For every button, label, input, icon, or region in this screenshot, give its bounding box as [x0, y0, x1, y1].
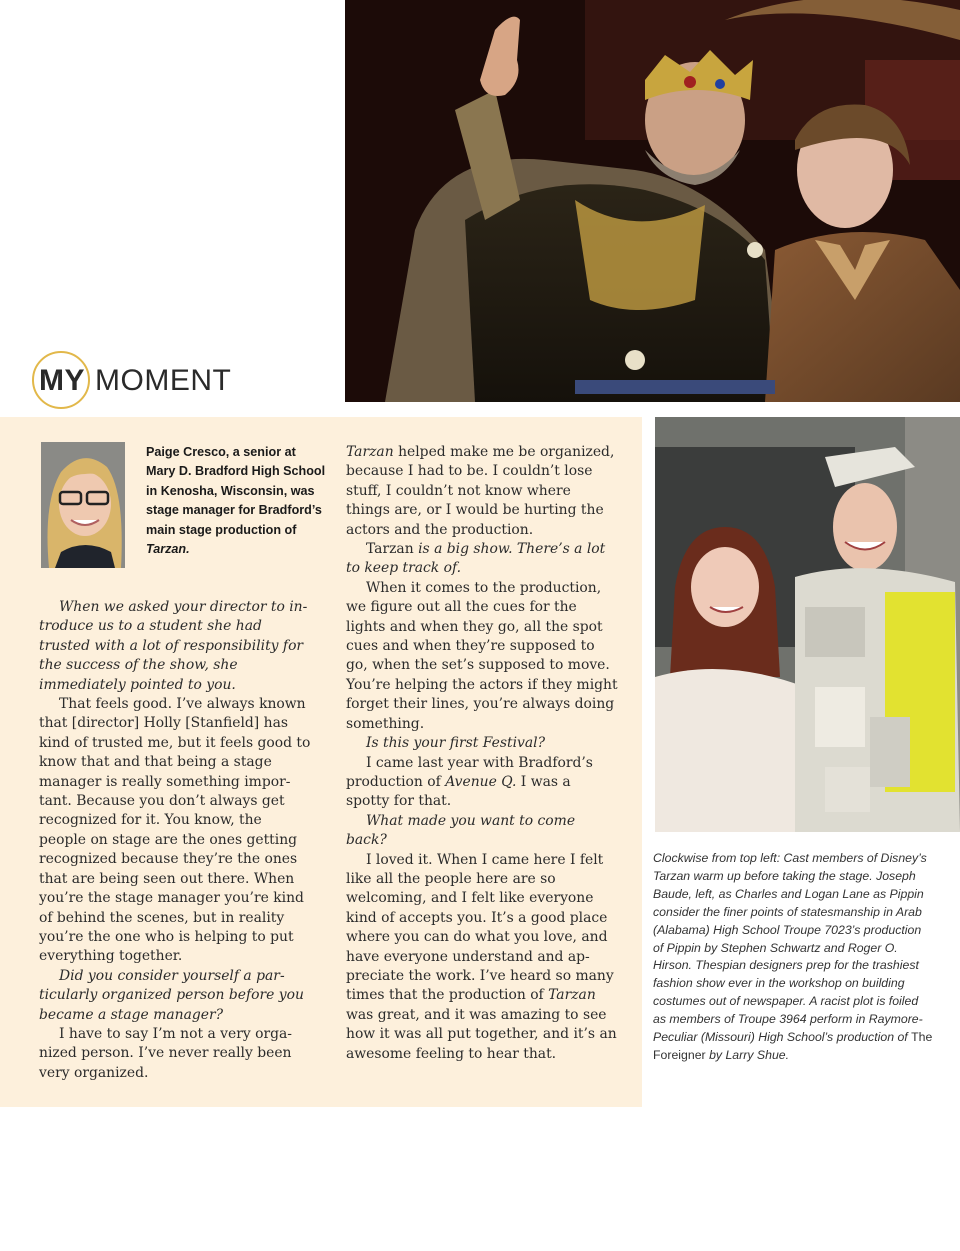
answer-4: [346, 754, 618, 812]
answer-5-show-title: Tarzan: [548, 987, 596, 1004]
answer-1: That feels good. I’ve always known that [director] Holly [Stanfield] has kind of trusted me, but it feels good to know that and that being a stage manager is really something important. Because you don’t always get recognized for it. You know, the people on stage are the ones getting recognized because they’re the ones that are being seen out there. When you’re the stage manager you’re kind of behind the scenes, but in reality you’re the one who is helping to put everything together.: [39, 696, 311, 965]
section-header: [32, 350, 332, 412]
portrait-photo: [41, 442, 125, 568]
caption-end: by Larry Shue.: [709, 1047, 790, 1062]
answer-5: [346, 851, 618, 1064]
student-bio: [146, 443, 326, 559]
answer-2-start: I have to say I’m not a very organized person. I’ve never really been very organized.: [39, 1025, 292, 1081]
answer-3: When it comes to the production, we figure out all the cues for the lights and when they go, all the spot cues and when they’re supposed to go, when the set’s supposed to move. You’re helping the actors if they might forget their lines, you’re always doing something.: [346, 579, 618, 732]
photo-caption: [653, 850, 933, 1065]
caption-text: Clockwise from top left: Cast members of Disney’s Tarzan warm up before taking the stage. Joseph Baude, left, as Charles and Logan Lane as Pippin consider the finer points of statesmanship in Arab (Alabama) High School Troupe 7023’s production of Pippin by Stephen Schwartz and Roger O. Hirson. Thespian designers prep for the trashiest fashion show ever in the workshop on building costumes out of newspaper. A racist plot is foiled as members of Troupe 3964 perform in Raymore-Peculiar (Missouri) High School’s production of: [653, 851, 927, 1045]
answer-4-rest: I was a spotty for that.: [346, 773, 571, 810]
answer-2-continued: [346, 443, 618, 540]
question-3: [346, 540, 618, 579]
costume-photo: [655, 417, 960, 832]
answer-4-start: I came last year with Bradford’s production of: [346, 754, 593, 790]
question-2: Did you consider yourself a particularly organized person before you became a stage manager?: [39, 967, 304, 1023]
portrait-illustration: [41, 442, 125, 568]
interview-column-left: [39, 598, 311, 1083]
question-3-show-title: Tarzan: [366, 541, 414, 558]
question-5: What made you want to come back?: [346, 812, 576, 849]
question-1: When we asked your director to introduce us to a student she had trusted with a lot of responsibility for the success of the show, she immediately pointed to you.: [39, 599, 308, 693]
costume-photo-illustration: [655, 417, 960, 832]
bio-show-title: Tarzan.: [146, 542, 190, 557]
caption-show-title: The Foreigner: [653, 1030, 933, 1062]
header-title-bold: MY: [39, 364, 85, 397]
question-4: Is this your first Festival?: [366, 735, 546, 752]
interview-column-right: [346, 443, 618, 1064]
stage-photo: [345, 0, 960, 402]
answer-4-show-title: Avenue Q.: [445, 773, 517, 790]
answer-2-rest: helped make me be organized, because I had to be. I couldn’t lose stuff, I couldn’t not know where things are, or I would be hurting the actors and the production.: [346, 444, 615, 538]
answer-2-show-title: Tarzan: [346, 444, 394, 460]
header-title-rest: MOMENT: [95, 364, 232, 397]
bio-text: Paige Cresco, a senior at Mary D. Bradford High School in Kenosha, Wisconsin, was stage manager for Bradford’s main stage production of: [146, 445, 326, 537]
stage-photo-illustration: [345, 0, 960, 402]
answer-5-rest: was great, and it was amazing to see how it was all put together, and it’s an awesome feeling to hear that.: [346, 1006, 617, 1062]
answer-5-start: I loved it. When I came here I felt like all the people here are so welcoming, and I felt like everyone kind of accepts you. It’s a good place where you can do what you love, and have everyone understand and appreciate the work. I’ve heard so many times that the production of: [346, 851, 614, 1004]
question-3-rest: is a big show. There’s a lot to keep track of.: [346, 541, 606, 577]
